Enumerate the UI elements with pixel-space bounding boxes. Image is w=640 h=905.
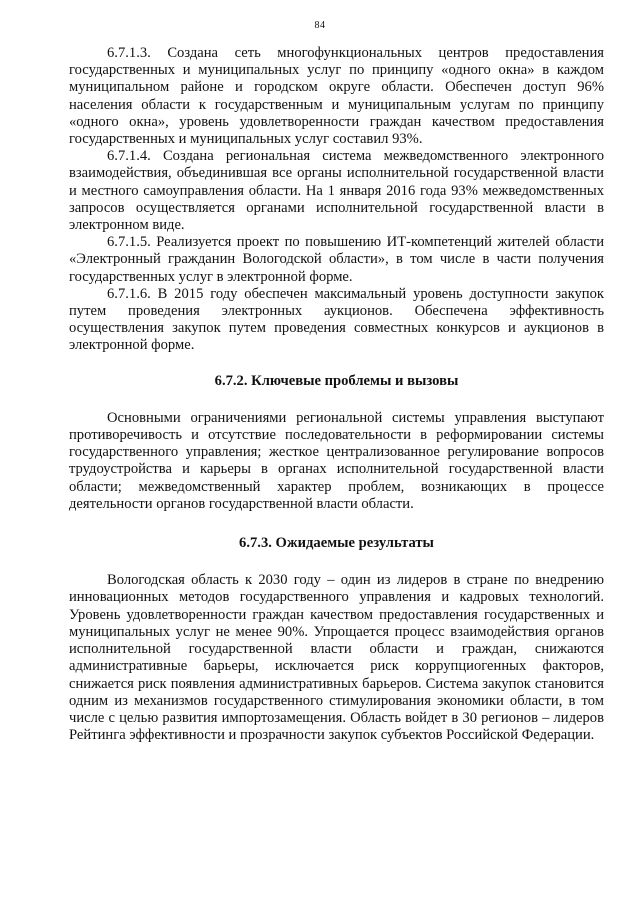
paragraph-6-7-1-6: 6.7.1.6. В 2015 году обеспечен максимальный уровень доступности закупок путем проведения электронных аукционов. Обеспечена эффективность осуществления закупок путем проведения совместных конкурсов и аукционов в электронной форме. [69, 285, 604, 354]
page-number: 84 [314, 20, 326, 31]
paragraph-expected-results: Вологодская область к 2030 году – один из лидеров в стране по внедрению инновационных методов государственного управления и кадровых технологий. Уровень удовлетворенности граждан качеством предоставления государственных и муниципальных услуг не менее 90%. Упрощается процесс взаимодействия органов исполнительной государственной власти области и граждан, снижаются административные барьеры, исключается риск коррупциогенных факторов, снижается риск появления административных барьеров. Система закупок становится одним из механизмов государственного стимулирования экономики области, в том числе с целью развития импортозамещения. Область войдет в 30 регионов – лидеров Рейтинга эффективности и прозрачности закупок субъектов Российской Федерации. [69, 572, 604, 744]
heading-key-problems: 6.7.2. Ключевые проблемы и вызовы [214, 372, 459, 389]
paragraph-6-7-1-4: 6.7.1.4. Создана региональная система межведомственного электронного взаимодействия, объединившая все органы исполнительной государственной власти и местного самоуправления области. На 1 января 2016 года 93% межведомственных запросов осуществляется органами исполнительной государственной власти в электронном виде. [69, 148, 604, 234]
paragraph-key-problems: Основными ограничениями региональной системы управления выступают противоречивость и отсутствие последовательности в реформировании системы государственного управления; жесткое централизованное регулирование вопросов трудоустройства и карьеры в органах исполнительной государственной власти области; межведомственный характер проблем, возникающих в процессе деятельности органов государственной власти области. [69, 409, 604, 512]
paragraph-6-7-1-3: 6.7.1.3. Создана сеть многофункциональных центров предоставления государственных и муниципальных услуг по принципу «одного окна» в каждом муниципальном районе и городском округе области. Обеспечен доступ 96% населения области к государственным и муниципальным услугам по принципу «одного окна», уровень удовлетворенности граждан качеством предоставления государственных и муниципальных услуг составил 93%. [69, 45, 604, 148]
paragraph-6-7-1-5: 6.7.1.5. Реализуется проект по повышению ИТ-компетенций жителей области «Электронный гражданин Вологодской области», в том числе в части получения государственных услуг в электронной форме. [69, 234, 604, 285]
document-body [69, 45, 604, 744]
heading-expected-results: 6.7.3. Ожидаемые результаты [239, 535, 434, 552]
